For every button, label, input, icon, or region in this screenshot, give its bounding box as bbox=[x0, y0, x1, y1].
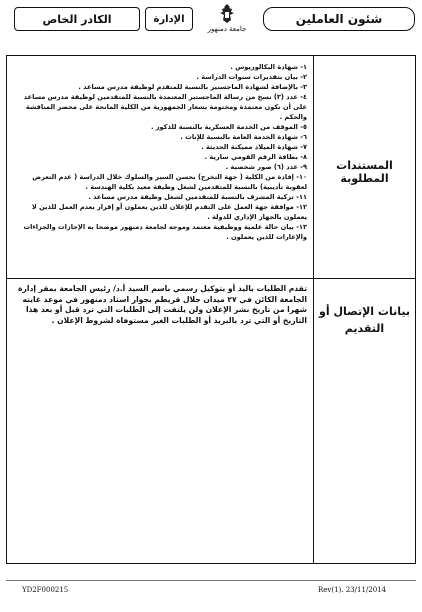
list-item: ١١- تزكية المشرف بالنسبة للمتقدمين لشغل وظيفة مدرس مساعد . bbox=[88, 193, 307, 201]
list-item: ٩- عدد (٦) صور شخصية . bbox=[225, 163, 307, 171]
list-item: ٣- بالإضافة لشهادة الماجستير بالنسبة للمتقدم لوظيفة مدرس مساعد . bbox=[78, 83, 307, 91]
list-item: ١٠- إفادة من الكلية ( جهة التخرج) بحسن السير والسلوك خلال الدراسة ( عدم التعرض لعقوبة تأديبية) بالنسبة للمتقدمين لشغل وظيفة معيد بكلية الهندسة . bbox=[32, 173, 307, 191]
section-title-box bbox=[263, 7, 415, 31]
cadre-box bbox=[14, 7, 140, 31]
list-item: ١- شهادة البكالوريوس . bbox=[230, 63, 307, 71]
footer-divider bbox=[6, 580, 416, 581]
university-logo bbox=[197, 3, 257, 39]
row-divider bbox=[7, 278, 415, 279]
application-contact-text: تقدم الطلبات باليد أو بتوكيل رسمي باسم السيد أ.د/ رئيس الجامعة بمقر إدارة الجامعة الكائن في ٢٧ ميدان جلال قريطم بجوار استاد دمنهور في موعد غايته شهرا من تاريخ نشر الإعلان ولن يلتفت إلى الطلبات التي ترد قبل أو بعد هذا التاريخ أو التي ترد بالبريد أو الطلبات الغير مستوفاة لشروط الإعلان . bbox=[18, 284, 307, 325]
cadre-label: الكادر الخاص bbox=[42, 12, 112, 26]
eagle-emblem-icon bbox=[217, 3, 237, 24]
list-item: ١٣- بيان حالة علمية ووظيفية معتمد وموجه لجامعة دمنهور موضحا به الإجازات والجزاءات والإعارات للذين يعملون . bbox=[23, 223, 307, 241]
university-name: جامعة دمنهور bbox=[207, 25, 247, 33]
revision-date: Rev(1). 23/11/2014 bbox=[318, 586, 387, 594]
requirements-table bbox=[6, 55, 416, 564]
list-item: ٧- شهادة الميلاد مميكنة الحديثة . bbox=[201, 143, 307, 151]
list-item: ٨- بطاقة الرقم القومي سارية . bbox=[204, 153, 307, 161]
list-item: ٥- الموقف من الخدمة العسكرية بالنسبة للذكور . bbox=[150, 123, 307, 131]
document-code: YD2F000215 bbox=[22, 586, 69, 594]
list-item: ١٢- موافقة جهة العمل على التقدم للإعلان للذين يعملون أو إقرار بعدم العمل للذين لا يعملون بالجهاز الإداري للدولة . bbox=[31, 203, 307, 221]
section-title: شئون العاملين bbox=[295, 12, 383, 26]
application-contact-label: بيانات الإتصال أو التقديم bbox=[319, 305, 410, 335]
required-documents-label: المستندات المطلوبة bbox=[336, 159, 393, 185]
list-item: ٢- بيان بتقديرات سنوات الدراسة . bbox=[196, 73, 307, 81]
list-item: ٦- شهادة الخدمة العامة بالنسبة للإناث . bbox=[180, 133, 307, 141]
list-item: ٤- عدد (٣) نسخ من رسالة الماجستير المعتمدة بالنسبة للمتقدمين لوظيفة مدرس مساعد على أن تكون معتمدة ومختومة بشعار الجمهورية من الكلية المانحة على محضر المناقشة والحكم . bbox=[23, 93, 307, 121]
required-documents-list bbox=[15, 62, 307, 242]
department-label: الإدارة bbox=[153, 13, 185, 25]
department-box bbox=[145, 7, 193, 31]
